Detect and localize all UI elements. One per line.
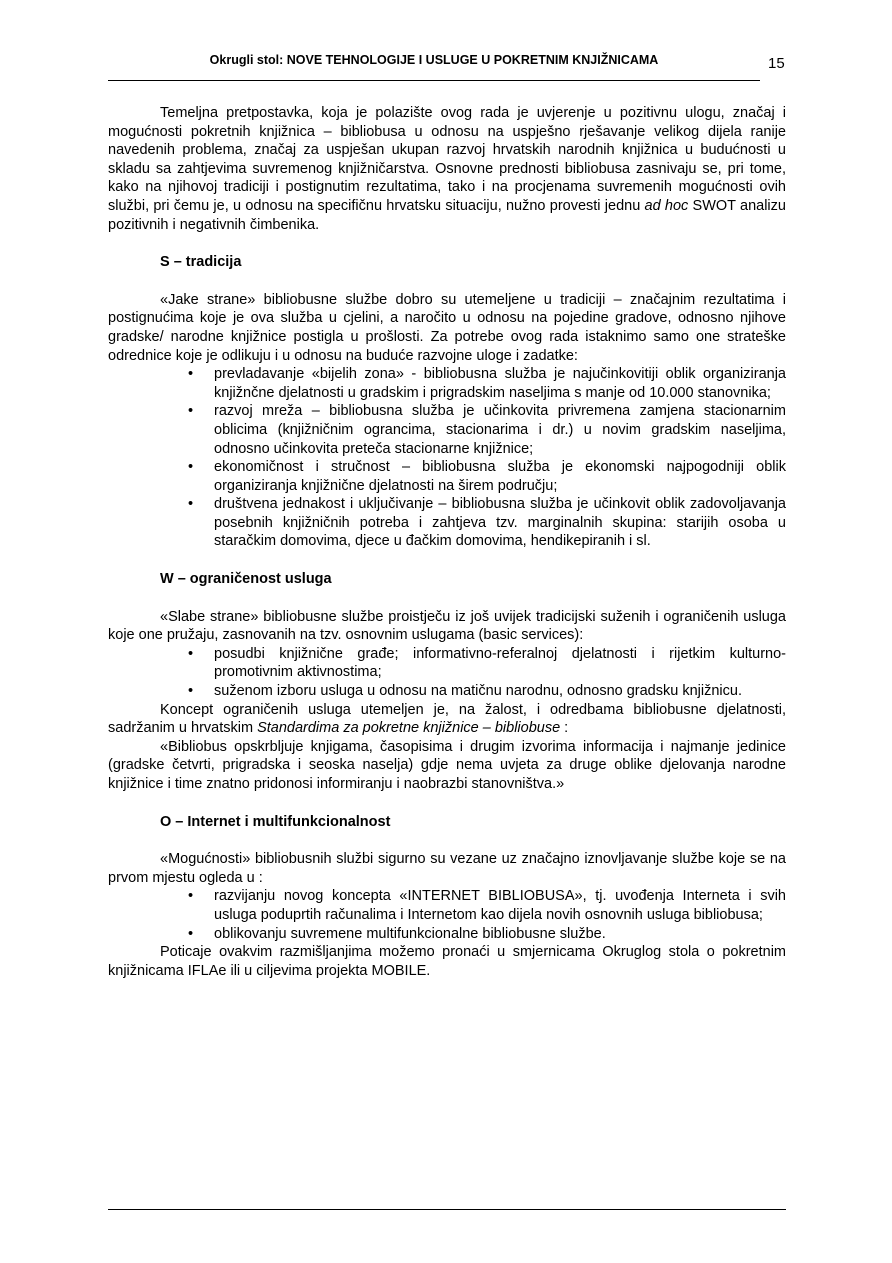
list-item <box>108 365 786 402</box>
bullet-icon: • <box>188 459 194 476</box>
section-o-list <box>108 887 786 943</box>
list-item-text: prevladavanje «bijelih zona» - bibliobusna služba je najučinkovitiji oblik organiziranja knjižnčne djelatnosti u gradskim i prigradskim naseljima s manje od 10.000 stanovnika; <box>214 366 786 401</box>
list-item-text: posudbi knjižnične građe; informativno-referalnoj djelatnosti i rijetkim kulturno-promotivnim aktivnostima; <box>214 645 786 681</box>
bullet-icon: • <box>188 683 194 700</box>
spacer <box>108 831 786 850</box>
header-title-main: NOVE TEHNOLOGIJE I USLUGE U POKRETNIM KNJIŽNICAMA <box>286 53 659 67</box>
intro-text: Temeljna pretpostavka, koja je polazište ovog rada je uvjerenje u pozitivnu ulogu, značaj i mogućnosti pokretnih knjižnica – bibliobusa u odnosu na uspješno rješavanje velikog dijela ranije navedenih problema, značaj za uspješan ukupan razvoj hrvatskih narodnih knjižnica u budućnosti u skladu sa zahtjevima suvremenog knjižničarstva. Osnovne prednosti bibliobusa zasnivaju se, pri tome, kako na njihovoj tradiciji i postignutim rezultatima, tako i na procjenama suvremenih mogućnosti ovih službi, pri čemu je, u odnosu na specifičnu hrvatsku situaciju, nužno provesti jednu <box>108 105 786 214</box>
spacer <box>108 589 786 608</box>
bullet-icon: • <box>188 888 194 905</box>
header-title-prefix: Okrugli stol: <box>209 53 287 67</box>
standards-title: Standardima za pokretne knjižnice – bibliobuse <box>257 720 561 737</box>
list-item <box>108 925 786 944</box>
list-item <box>108 645 786 682</box>
list-item-text: razvijanju novog koncepta «INTERNET BIBLIOBUSA», tj. uvođenja Interneta i svih usluga poduprtih računalima i Internetom kao dijela novih osnovnih usluga bibliobusa; <box>214 888 786 923</box>
intro-text-end: SWOT analizu pozitivnih i negativnih čimbenika. <box>108 197 786 233</box>
list-item-text: razvoj mreža – bibliobusna služba je učinkovita privremena zamjena stacionarnim oblicima (knjižničnim ograncima, stacionarima i dr.) u novim gradskim naseljima, odnosno učinkovita preteča stacionarne knjižnice; <box>214 403 786 457</box>
spacer <box>108 551 786 570</box>
spacer <box>108 234 786 253</box>
list-item <box>108 495 786 551</box>
spacer <box>108 794 786 813</box>
section-w-list <box>108 645 786 701</box>
list-item <box>108 402 786 458</box>
section-o-paragraph: «Mogućnosti» bibliobusnih službi sigurno su vezane uz značajno iznovljavanje službe koje se na prvom mjestu ogleda u : <box>108 851 786 886</box>
concept-text-end: : <box>560 720 569 737</box>
concept-text: Koncept ograničenih usluga utemeljen je, na žalost, i odredbama bibliobusne djelatnosti, sadržanim u hrvatskim <box>108 701 786 737</box>
spacer <box>108 272 786 291</box>
running-header <box>108 52 760 68</box>
intro-paragraph <box>108 104 786 234</box>
list-item-text: ekonomičnost i stručnost – bibliobusna služba je ekonomski najpogodniji oblik organiziranja knjižnične djelatnosti na širem području; <box>214 459 786 494</box>
section-s-list <box>108 365 786 551</box>
section-s-heading: S – tradicija <box>160 254 242 271</box>
header-rule <box>108 80 760 81</box>
bullet-icon: • <box>188 645 194 662</box>
page-number: 15 <box>768 55 785 72</box>
closing-paragraph: Poticaje ovakvim razmišljanjima možemo pronaći u smjernicama Okruglog stola o pokretnim knjižnicama IFLAe ili u ciljevima projekta MOBILE. <box>108 944 786 979</box>
list-item-text: suženom izboru usluga u odnosu na matičnu narodnu, odnosno gradsku knjižnicu. <box>214 683 742 700</box>
list-item <box>108 682 786 701</box>
list-item <box>108 458 786 495</box>
list-item-text: oblikovanju suvremene multifunkcionalne bibliobusne službe. <box>214 925 606 942</box>
section-w-heading: W – ograničenost usluga <box>160 571 332 588</box>
section-s-paragraph: «Jake strane» bibliobusne službe dobro su utemeljene u tradiciji – značajnim rezultatima i postignućima koje je ova služba u cjelini, a naročito u odnosu na pojedine gradove, odnosno njihove gradske/ narodne knjižnice postigla u prošlosti. Za potrebe ovog rada istaknimo samo one strateške odrednice koje je odlikuju i u odnosu na buduće razvojne uloge i zadatke: <box>108 291 786 364</box>
list-item-text: društvena jednakost i uključivanje – bibliobusna služba je učinkovit oblik zadovoljavanja posebnih knjižničnih potreba i zahtjeva tzv. marginalnih skupina: starijih osoba u staračkim domovima, djece u đačkim domovima, hendikepiranih i sl. <box>214 496 786 550</box>
intro-italic-term: ad hoc <box>644 197 689 214</box>
bullet-icon: • <box>188 403 194 420</box>
quote-paragraph: «Bibliobus opskrbljuje knjigama, časopisima i drugim izvorima informacija i najmanje jedinice (gradske četvrti, prigradska i seoska naselja) gdje nema uvjeta za druge oblike djelovanja narodne knjižnice i time znatno pridonosi informiranju i naobrazbi stanovništva.» <box>108 738 786 792</box>
footer-rule <box>108 1209 786 1210</box>
bullet-icon: • <box>188 925 194 942</box>
bullet-icon: • <box>188 496 194 513</box>
list-item <box>108 887 786 924</box>
section-w-paragraph: «Slabe strane» bibliobusne službe proistječu iz još uvijek tradicijski suženih i ograničenih usluga koje one pružaju, zasnovanih na tzv. osnovnim uslugama (basic services): <box>108 608 786 644</box>
section-o-heading: O – Internet i multifunkcionalnost <box>160 813 391 830</box>
bullet-icon: • <box>188 366 194 383</box>
concept-paragraph <box>108 701 786 738</box>
page-body <box>108 104 786 980</box>
